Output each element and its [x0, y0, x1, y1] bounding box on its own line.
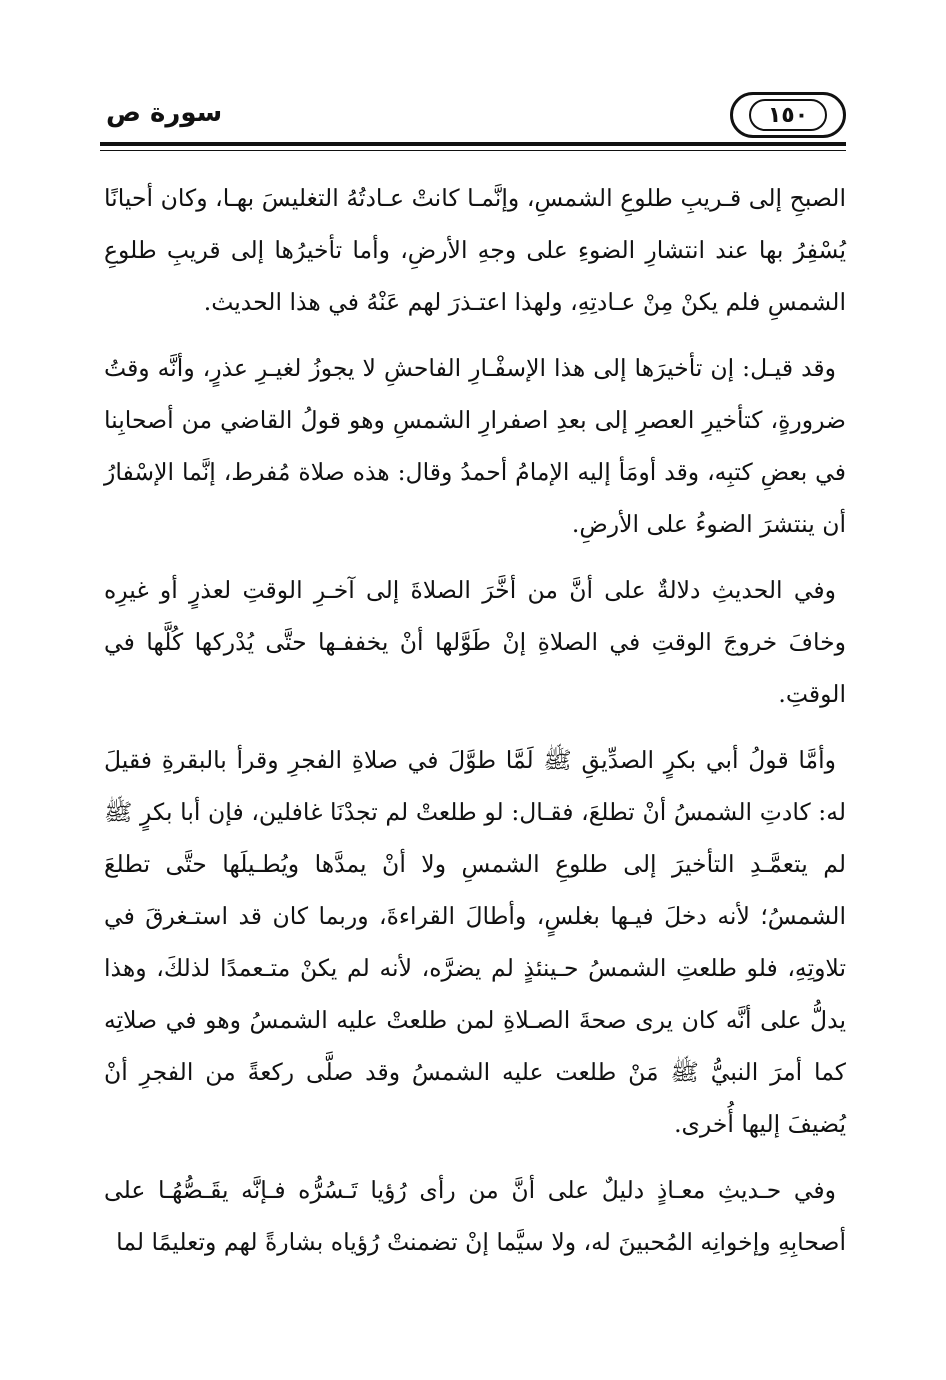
- paragraph-3: وفي الحديثِ دلالةٌ على أنَّ من أخَّرَ الصلاةَ إلى آخـرِ الوقتِ لعذرٍ أو غيرِه وخافَ خروجَ الوقتِ في الصلاةِ إنْ طَوَّلها أنْ يخففـها حتَّى يُدْركها كُلَّها في الوقتِ.: [104, 576, 846, 708]
- paragraph-5: وفي حـديثِ معـاذٍ دليلٌ على أنَّ من رأى رُؤيا تَـسُرُّه فـإنَّه يقَـصُّهُـا على أصحابِهِ وإخوانِه المُحبينَ له، ولا سيَّما إنْ تضمنتْ رُؤياه بشارةً لهم وتعليمًا لما: [104, 1176, 846, 1256]
- page-body: [104, 172, 846, 1268]
- paragraph-1: الصبحِ إلى قـريبِ طلوعِ الشمسِ، وإنَّمـا كانتْ عـادتُهُ التغليسَ بهـا، وكان أحيانًا يُسْفِرُ بها عند انتشارِ الضوءِ على وجهِ الأرضِ، وأما تأخيرُها إلى قريبِ طلوعِ الشمسِ فلم يكنْ مِنْ عـادتِهِ، ولهذا اعتـذرَ لهم عَنْهُ في هذا الحديث.: [104, 184, 846, 316]
- header-rule-thick: [100, 142, 846, 146]
- header-rule-thin: [100, 150, 846, 151]
- paragraph-2: وقد قيـل: إن تأخيرَها إلى هذا الإسفْـارِ الفاحشِ لا يجوزُ لغيـرِ عذرٍ، وأنَّه وقتُ ضرورةٍ، كتأخيرِ العصرِ إلى بعدِ اصفرارِ الشمسِ وهو قولُ القاضي من أصحابِنا في بعضِ كتبِه، وقد أومَأ إليه الإمامُ أحمدُ وقال: هذه صلاة مُفرط، إنَّما الإسْفارُ أن ينتشرَ الضوءُ على الأرضِ.: [104, 354, 846, 538]
- surah-title: سورة ص: [106, 98, 223, 128]
- page-number: ١٥٠: [749, 99, 827, 131]
- paragraph-4: وأمَّا قولُ أبي بكرٍ الصدِّيقِ ﷺ لَمَّا طوَّلَ في صلاةِ الفجرِ وقرأ بالبقرةِ فقيلَ له: كادتِ الشمسُ أنْ تطلعَ، فقـال: لو طلعتْ لم تجدْنَا غافلين، فإن أبا بكرٍ ﷺ لم يتعمَّـدِ التأخيرَ إلى طلوعِ الشمسِ ولا أنْ يمدَّها ويُطـيلَها حتَّى تطلعَ الشمسُ؛ لأنه دخلَ فيـها بغلسٍ، وأطالَ القراءةَ، وربما كان قد استـغرقَ في تلاوتِهِ، فلو طلعتِ الشمسُ حـينئذٍ لم يضرَّه، لأنه لم يكنْ متـعمدًا لذلكَ، وهذا يدلُّ على أنَّه كان يرى صحةَ الصـلاةِ لمن طلعتْ عليه الشمسُ وهو في صلاتِه كما أمرَ النبيُّ ﷺ مَنْ طلعت عليه الشمسُ وقد صلَّى ركعةً من الفجرِ أنْ يُضيفَ إليها أُخرى.: [104, 746, 846, 1138]
- page-header: [100, 88, 846, 144]
- page-number-badge: [730, 92, 846, 138]
